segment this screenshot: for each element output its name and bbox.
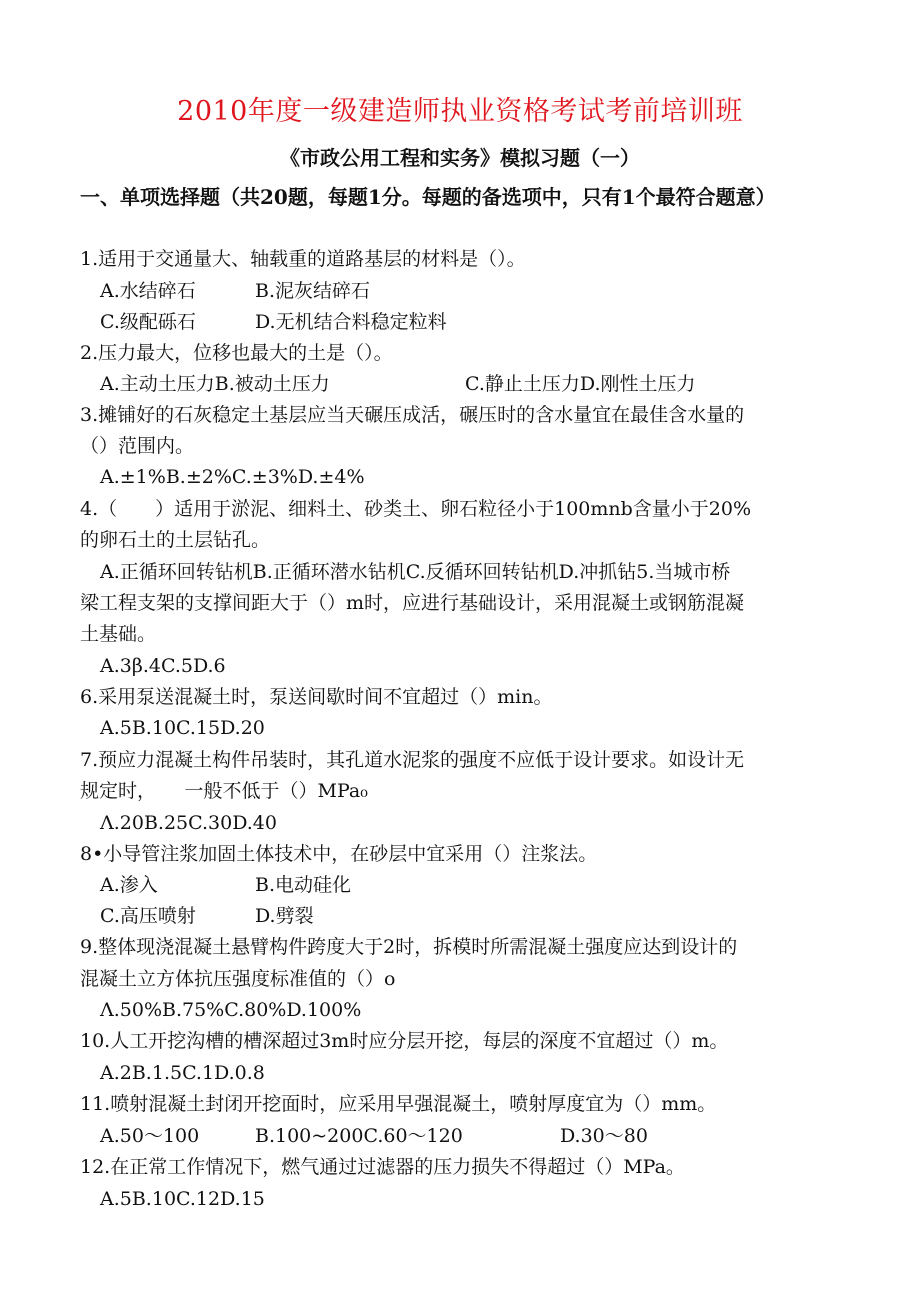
question-5-stem-line-1: 梁工程支架的支撑间距大于（）m时，应进行基础设计，采用混凝土或钢筋混凝: [80, 592, 745, 614]
section-heading: 一、单项选择题（共20题，每题1分。每题的备选项中，只有1个最符合题意）: [80, 185, 776, 209]
question-5-options: A.3β.4C.5D.6: [100, 655, 226, 677]
question-4-options: A.正循环回转钻机B.正循环潜水钻机C.反循环回转钻机D.冲抓钻5.当城市桥: [100, 561, 731, 583]
question-1-option-c: C.级配砾石: [100, 311, 196, 333]
question-12-stem: 12.在正常工作情况下，燃气通过过滤器的压力损失不得超过（）MPa。: [80, 1156, 685, 1178]
question-7-stem-line-2: 规定时， 一般不低于（）MPa₀: [80, 780, 368, 802]
question-11-option-d: D.30～80: [560, 1125, 648, 1147]
question-1-option-b: B.泥灰结碎石: [255, 280, 371, 302]
question-1-stem: 1.适用于交通量大、轴载重的道路基层的材料是（）。: [80, 248, 526, 270]
question-7-stem-line-1: 7.预应力混凝土构件吊装时，其孔道水泥浆的强度不应低于设计要求。如设计无: [80, 749, 745, 771]
question-11-option-a: A.50～100: [100, 1125, 200, 1147]
question-8-option-a: A.渗入: [100, 874, 158, 896]
question-2-stem: 2.压力最大，位移也最大的土是（）。: [80, 342, 393, 364]
question-8-option-c: C.高压喷射: [100, 905, 196, 927]
question-3-options: A.±1%B.±2%C.±3%D.±4%: [100, 466, 365, 488]
question-8-stem: 8•小导管注浆加固土体技术中，在砂层中宜采用（）注浆法。: [80, 843, 598, 865]
question-6-stem: 6.采用泵送混凝土时，泵送间歇时间不宜超过（）min。: [80, 686, 553, 708]
question-2-options-ab: A.主动土压力B.被动土压力: [100, 373, 330, 395]
question-11-options-bc: B.100~200C.60～120: [255, 1125, 463, 1147]
question-9-stem-line-2: 混凝土立方体抗压强度标准值的（）o: [80, 968, 396, 990]
question-1-option-d: D.无机结合料稳定粒料: [255, 311, 447, 333]
question-4-stem-line-1: 4.（ ）适用于淤泥、细料土、砂类土、卵石粒径小于100mnb含量小于20%: [80, 498, 752, 520]
question-9-options: Λ.50%B.75%C.80%D.100%: [100, 999, 362, 1021]
question-3-stem-line-1: 3.摊铺好的石灰稳定土基层应当天碾压成活，碾压时的含水量宜在最佳含水量的: [80, 404, 745, 426]
question-3-stem-line-2: （）范围内。: [80, 435, 195, 457]
question-8-option-b: B.电动硅化: [255, 874, 352, 896]
question-7-options: Λ.20B.25C.30D.40: [100, 812, 277, 834]
question-9-stem-line-1: 9.整体现浇混凝土悬臂构件跨度大于2时，拆模时所需混凝土强度应达到设计的: [80, 936, 738, 958]
question-10-options: A.2B.1.5C.1D.0.8: [100, 1062, 265, 1084]
question-12-options: A.5B.10C.12D.15: [100, 1188, 265, 1210]
question-5-stem-line-2: 土基础。: [80, 623, 157, 645]
question-4-stem-line-2: 的卵石土的土层钻孔。: [80, 529, 271, 551]
question-6-options: A.5B.10C.15D.20: [100, 717, 265, 739]
question-1-option-a: A.水结碎石: [100, 280, 196, 302]
question-2-options-cd: C.静止土压力D.刚性土压力: [465, 373, 696, 395]
question-10-stem: 10.人工开挖沟槽的槽深超过3m时应分层开挖，每层的深度不宜超过（）m。: [80, 1030, 729, 1052]
document-title: 2010年度一级建造师执业资格考试考前培训班: [177, 96, 743, 127]
question-8-option-d: D.劈裂: [255, 905, 314, 927]
question-11-stem: 11.喷射混凝土封闭开挖面时，应采用早强混凝土，喷射厚度宜为（）mm。: [80, 1093, 717, 1115]
document-subtitle: 《市政公用工程和实务》模拟习题（一）: [280, 146, 640, 170]
